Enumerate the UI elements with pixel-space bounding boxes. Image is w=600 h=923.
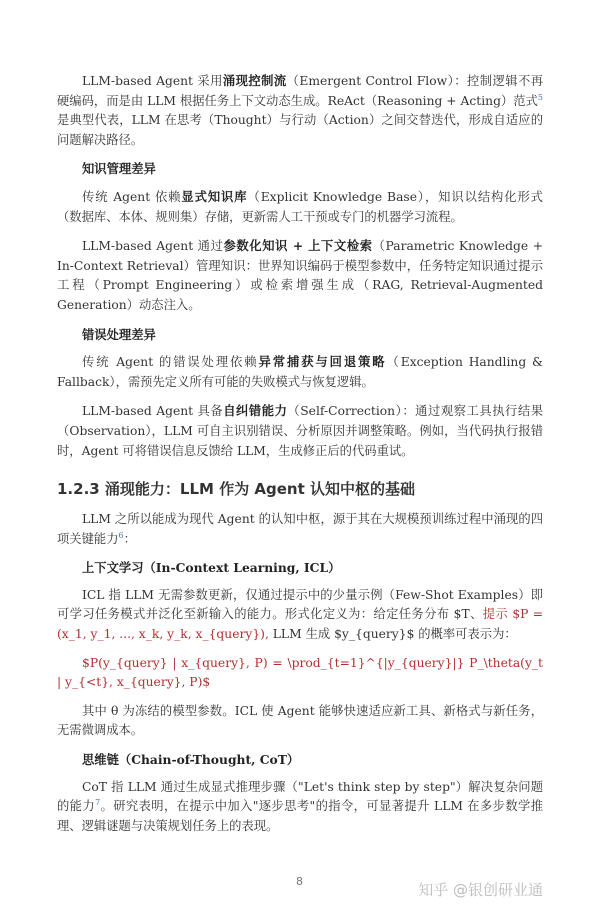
- footnote-ref[interactable]: 5: [537, 92, 543, 102]
- paragraph-control-flow: [57, 71, 543, 150]
- text: CoT 指 LLM 通过生成显式推理步骤（"Let's think step by step"）解决复杂问题的能力: [57, 779, 543, 814]
- page-number: 8: [296, 875, 303, 889]
- footnote-ref[interactable]: 6: [118, 530, 124, 540]
- subheading-icl: 上下文学习（In-Context Learning, ICL）: [82, 560, 341, 576]
- text: （Parametric Knowledge + In-Context Retrieval）管理知识：世界知识编码于模型参数中，任务特定知识通过提示工程（Prompt Engineering）或检索增强生成（RAG, Retrieval-Augmented Generation）动态注入。: [57, 239, 543, 312]
- paragraph-cot: [57, 778, 543, 837]
- text: （Emergent Control Flow）：控制逻辑不再硬编码，而是由 LLM 根据任务上下文动态生成。ReAct（Reasoning + Acting）范式: [57, 74, 543, 108]
- bold-term: 自纠错能力: [223, 403, 288, 419]
- text: 。研究表明，在提示中加入"逐步思考"的指令，可显著提升 LLM 在多步数学推理、逻辑谜题与决策规划任务上的表现。: [57, 799, 543, 833]
- bold-term: 涌现控制流: [222, 73, 287, 88]
- paragraph-self-correction: [57, 401, 543, 461]
- text: ：: [123, 531, 136, 546]
- text: （Self-Correction）：通过观察工具执行结果（Observation），LLM 可自主识别错误、分析原因并调整策略。例如，当代码执行报错时，Agent 可将错误信息反馈给 LLM，生成修正后的代码重试。: [57, 404, 543, 458]
- text: 传统 Agent 依赖: [82, 189, 182, 204]
- text: LLM-based Agent 采用: [82, 74, 223, 88]
- text: LLM-based Agent 通过: [82, 239, 224, 254]
- inline-formula: 提示 $P = (x_1, y_1, ..., x_k, y_k, x_{query}),: [57, 607, 543, 642]
- subheading-knowledge: 知识管理差异: [82, 161, 156, 177]
- text: LLM 之所以能成为现代 Agent 的认知中枢，源于其在大规模预训练过程中涌现的四项关键能力: [57, 512, 543, 546]
- paragraph-icl-note: 其中 θ 为冻结的模型参数。ICL 使 Agent 能够快速适应新工具、新格式与新任务，无需微调成本。: [57, 703, 543, 738]
- bold-term: 显式知识库: [181, 188, 248, 204]
- text: ICL 指 LLM 无需参数更新，仅通过提示中的少量示例（Few-Shot Examples）即可学习任务模式并泛化至新输入的能力。形式化定义为：给定任务分布 $T、: [57, 587, 543, 622]
- page-footer: [57, 845, 543, 909]
- text: LLM-based Agent 具备: [82, 404, 224, 419]
- formula: $P(y_{query} | x_{query}, P) = \prod_{t=1}^{|y_{query}|} P_\theta(y_t | y_{<t}, x_{query}, P)$: [57, 655, 543, 690]
- text: LLM 生成 $y_{query}$ 的概率可表示为：: [268, 627, 517, 642]
- subheading-error: 错误处理差异: [82, 326, 156, 342]
- text: （Explicit Knowledge Base），知识以结构化形式（数据库、本体、规则集）存储，更新需人工干预或专门的机器学习流程。: [57, 189, 543, 224]
- subheading-cot: 思维链（Chain-of-Thought, CoT）: [82, 752, 300, 768]
- text: （Exception Handling & Fallback），需预先定义所有可能的失败模式与恢复逻辑。: [57, 355, 543, 389]
- footnote-ref[interactable]: 7: [95, 798, 101, 808]
- paragraph-traditional-knowledge: [57, 187, 543, 227]
- paragraph-emergent-abilities: [57, 510, 543, 549]
- watermark: 知乎 @银创研业通: [418, 881, 543, 900]
- paragraph-icl: [57, 586, 543, 645]
- text: 传统 Agent 的错误处理依赖: [82, 355, 259, 370]
- paragraph-llm-knowledge: [57, 236, 543, 315]
- section-title: 1.2.3 涌现能力：LLM 作为 Agent 认知中枢的基础: [57, 480, 416, 499]
- bold-term: 异常捕获与回退策略: [258, 354, 387, 370]
- bold-term: 参数化知识 + 上下文检索: [223, 238, 373, 254]
- paragraph-traditional-error: [57, 352, 543, 392]
- text: 是典型代表，LLM 在思考（Thought）与行动（Action）之间交替迭代，形成自适应的问题解决路径。: [57, 113, 543, 147]
